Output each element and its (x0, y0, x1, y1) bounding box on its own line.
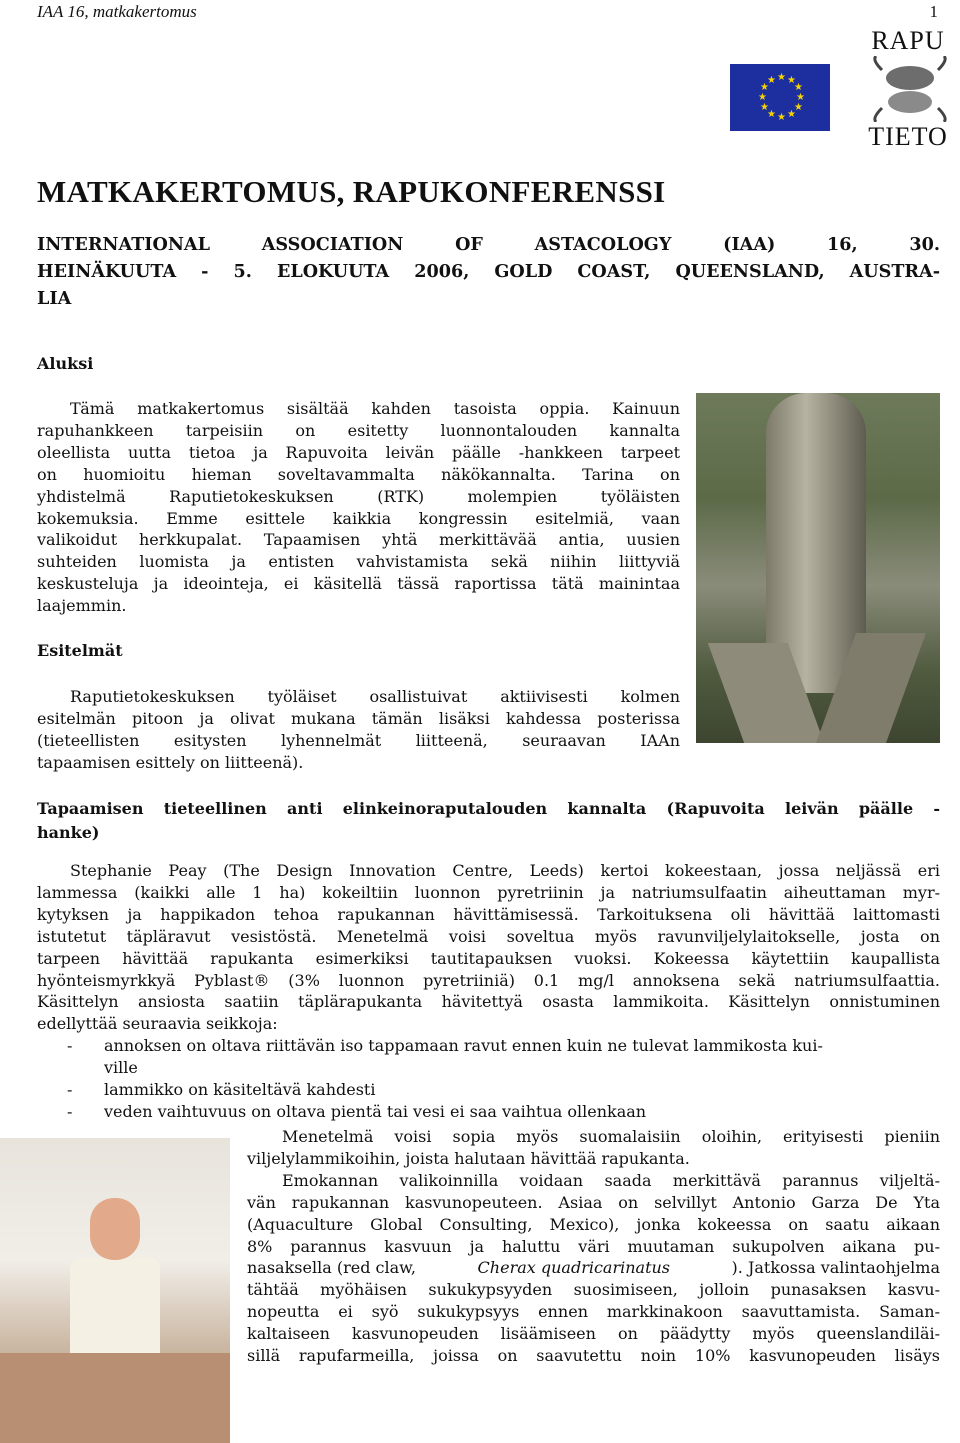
text-line: istutetut täpläravut vesistöstä. Menetelmä voisi soveltua myös ravunviljelylaitokselle, josta on (37, 926, 940, 946)
text-line: esitelmän pitoon ja olivat mukana tämän lisäksi kahdessa posterissa (37, 708, 680, 728)
paragraph-esitelmat (37, 686, 680, 774)
text-line: valikoidut herkkupalat. Tapaamisen yhtä merkittävää antia, uusien (37, 530, 680, 550)
page-number: 1 (929, 2, 938, 21)
bullet-text: annoksen on oltava riittävän iso tappamaan ravut ennen kuin ne tulevat lammikosta kui- (104, 1036, 823, 1056)
svg-text:★: ★ (796, 92, 805, 103)
subtitle-line: HEINÄKUUTA - 5. ELOKUUTA 2006, GOLD COAST, QUEENSLAND, AUSTRA- (37, 261, 940, 282)
text-line: kaltaiseen kasvunopeuden lisäämiseen on päädytty myös queenslandiläi- (247, 1324, 940, 1344)
bullet-item (37, 1035, 940, 1057)
subtitle-line: LIA (37, 288, 72, 309)
text-line: Raputietokeskuksen työläiset osallistuivat aktiivisesti kolmen (70, 687, 680, 706)
paragraph-continued (247, 1126, 940, 1367)
text-line: rapuhankkeen tarpeisiin on esitetty luonnontalouden kannalta (37, 420, 680, 440)
text-line: Emokannan valikoinnilla voidaan saada merkittävä parannus viljeltä- (282, 1170, 940, 1190)
svg-text:★: ★ (767, 109, 776, 120)
svg-text:★: ★ (760, 82, 769, 93)
text-line: Menetelmä voisi sopia myös suomalaisiin oloihin, erityisesti pieniin (282, 1127, 940, 1146)
bullet-dash: - (67, 1101, 73, 1121)
text-line-mixed (247, 1257, 940, 1279)
heading-esitelmat: Esitelmät (37, 641, 123, 660)
text-line: nopeutta ei syö sukukypsyys ennen markkinakoon saavuttamista. Saman- (247, 1302, 940, 1322)
text-line: (tieteellisten esitysten lyhennelmät liitteenä, seuraavan IAAn (37, 730, 680, 750)
bullet-item (37, 1101, 940, 1123)
bullet-dash: - (67, 1036, 73, 1056)
bullet-text: veden vaihtuvuus on oltava pientä tai vesi ei saa vaihtua ollenkaan (104, 1101, 647, 1121)
svg-text:★: ★ (760, 102, 769, 113)
text-line: on huomioitu hieman soveltavammalta näkökannalta. Tarina on (37, 464, 680, 484)
bullet-dash: - (67, 1080, 73, 1100)
svg-text:★: ★ (794, 102, 803, 113)
text-line: (Aquaculture Global Consulting, Mexico), jonka kokeessa on saatu aikaan (247, 1214, 940, 1234)
heading-line: Tapaamisen tieteellinen anti elinkeinoraputalouden kannalta (Rapuvoita leivän päälle - (37, 799, 940, 818)
svg-text:★: ★ (758, 92, 767, 103)
text-line: Käsittelyn ansiosta saatiin täplärapukanta hävitettyä osasta lammikoita. Käsittelyn onnistuminen (37, 992, 940, 1012)
svg-text:★: ★ (794, 82, 803, 93)
text-line: oleellista uutta tietoa ja Rapuvoita leivän päälle -hankkeen tarpeet (37, 442, 680, 462)
text-line: edellyttää seuraavia seikkoja: (37, 1014, 278, 1034)
text-line: tähtää myöhäisen sukukypsyyden suosimiseen, jolloin punasaksen kasvu- (247, 1280, 940, 1300)
text-segment: ). Jatkossa valintaohjelma (731, 1258, 940, 1278)
text-line: yhdistelmä Raputietokeskuksen (RTK) molempien työläisten (37, 486, 680, 506)
conference-subtitle (37, 231, 940, 312)
tree-photo (696, 393, 940, 743)
bullet-text-cont: ville (104, 1058, 138, 1078)
text-line: kytyksen ja happikadon tehoa rapukannan hävittämisessä. Tarkoituksena oli hävittää laittomasti (37, 904, 940, 924)
text-line: kokemuksia. Emme esittele kaikkia kongressin esitelmiä, vaan (37, 508, 680, 528)
heading-tapaamisen (37, 797, 940, 845)
heading-aluksi: Aluksi (37, 354, 94, 373)
logo-top-text: RAPU (871, 26, 945, 55)
text-line: sillä rapufarmeilla, joissa on saavutettu noin 10% kasvunopeuden lisäys (247, 1346, 940, 1366)
heading-line: hanke) (37, 823, 100, 842)
header-title: IAA 16, matkakertomus (37, 2, 197, 21)
bullet-item (37, 1079, 940, 1101)
svg-text:★: ★ (767, 75, 776, 86)
svg-text:★: ★ (787, 109, 796, 120)
text-line: Stephanie Peay (The Design Innovation Centre, Leeds) kertoi kokeestaan, jossa neljässä eri (70, 861, 940, 880)
crayfish-icon (868, 56, 952, 122)
page-title: MATKAKERTOMUS, RAPUKONFERENSSI (37, 174, 666, 209)
rapu-tieto-logo (860, 26, 956, 150)
text-line: tapaamisen esittely on liitteenä). (37, 752, 304, 772)
text-line: tarpeen hävittää rapukanta esimerkiksi tautitapauksen vuoksi. Kokeessa käytettiin kaupallista (37, 948, 940, 968)
text-segment: nasaksella (red claw, (247, 1258, 417, 1278)
svg-text:★: ★ (787, 75, 796, 86)
text-line: Tämä matkakertomus sisältää kahden tasoista oppia. Kainuun (70, 399, 680, 418)
text-line: laajemmin. (37, 596, 127, 616)
text-line: lammessa (kaikki alle 1 ha) kokeiltiin luonnon pyretriinin ja natriumsulfaatin aiheuttaman myr- (37, 882, 940, 902)
species-name: Cherax quadricarinatus (477, 1258, 671, 1278)
text-line: viljelylammikoihin, joista halutaan hävittää rapukanta. (247, 1148, 690, 1168)
man-eating-crayfish-photo (0, 1138, 230, 1443)
bullet-text: lammikko on käsiteltävä kahdesti (104, 1080, 376, 1100)
subtitle-line: INTERNATIONAL ASSOCIATION OF ASTACOLOGY (IAA) 16, 30. (37, 234, 940, 255)
eu-flag-logo (730, 64, 830, 131)
text-line: keskusteluja ja ideointeja, ei käsitellä tässä raportissa tätä mainintaa (37, 574, 680, 594)
text-line: vän rapukannan kasvunopeuteen. Asiaa on selvillyt Antonio Garza De Yta (247, 1192, 940, 1212)
text-line: hyönteismyrkkyä Pyblast® (3% luonnon pyretriiniä) 0.1 mg/l annoksena sekä natriumsulfaattia. (37, 970, 940, 990)
svg-text:★: ★ (777, 72, 786, 83)
logo-bottom-text: TIETO (868, 122, 948, 151)
text-line: suhteiden luomista ja entisten vahvistamista sekä niihin liittyviä (37, 552, 680, 572)
paragraph-aluksi (37, 398, 680, 617)
text-line: 8% parannus kasvuun ja haluttu väri muutaman sukupolven aikana pu- (247, 1236, 940, 1256)
svg-text:★: ★ (777, 112, 786, 123)
paragraph-tapaamisen (37, 860, 940, 1123)
